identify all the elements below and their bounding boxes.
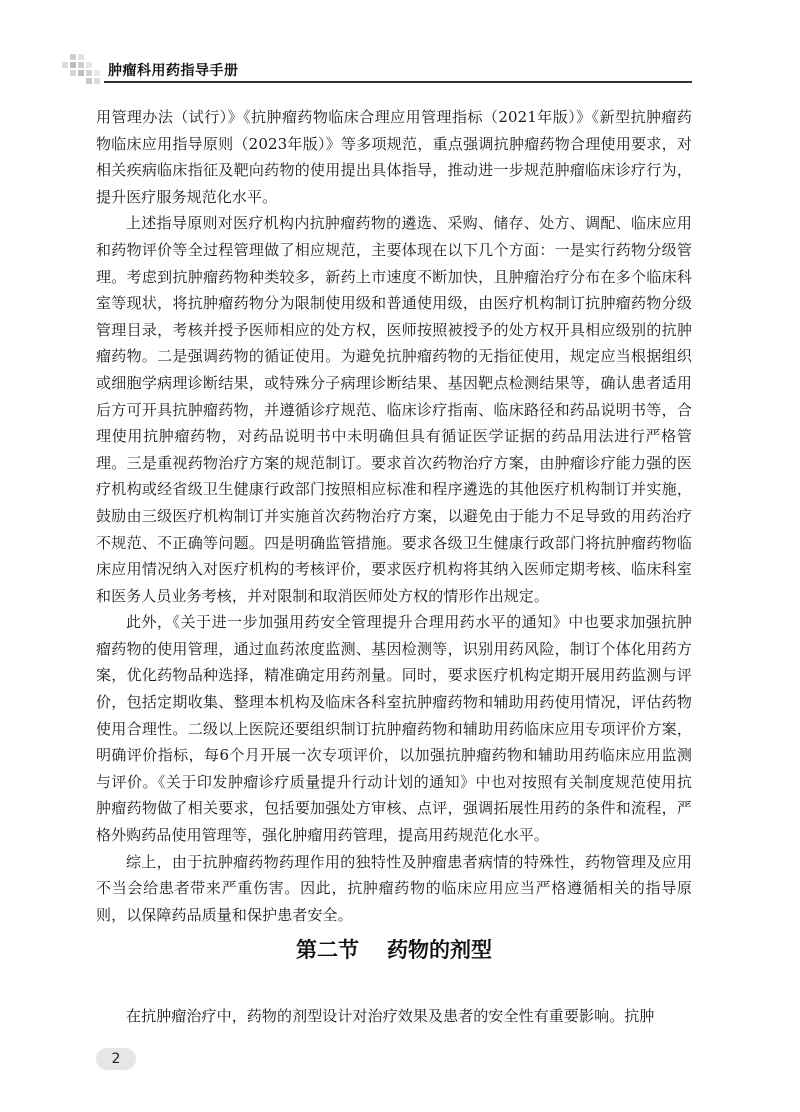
paragraph: 在抗肿瘤治疗中，药物的剂型设计对治疗效果及患者的安全性有重要影响。抗肿 bbox=[126, 1007, 655, 1025]
section-heading bbox=[96, 934, 692, 964]
body-text bbox=[96, 104, 692, 928]
running-header-title: 肿瘤科用药指导手册 bbox=[108, 63, 239, 79]
section-number: 第二节 bbox=[296, 938, 359, 962]
body-text-next bbox=[96, 1003, 692, 1030]
paragraph: 上述指导原则对医疗机构内抗肿瘤药物的遴选、采购、储存、处方、调配、临床应用和药物评价等全过程管理做了相应规范，主要体现在以下几个方面：一是实行药物分级管理。考虑到抗肿瘤药物种类较多，新药上市速度不断加快，且肿瘤治疗分布在多个临床科室等现状，将抗肿瘤药物分为限制使用级和普通使用级，由医疗机构制订抗肿瘤药物分级管理目录，考核并授予医师相应的处方权，医师按照被授予的处方权开具相应级别的抗肿瘤药物。二是强调药物的循证使用。为避免抗肿瘤药物的无指征使用，规定应当根据组织或细胞学病理诊断结果，或特殊分子病理诊断结果、基因靶点检测结果等，确认患者适用后方可开具抗肿瘤药物，并遵循诊疗规范、临床诊疗指南、临床路径和药品说明书等，合理使用抗肿瘤药物，对药品说明书中未明确但具有循证医学证据的药品用法进行严格管理。三是重视药物治疗方案的规范制订。要求首次药物治疗方案，由肿瘤诊疗能力强的医疗机构或经省级卫生健康行政部门按照相应标准和程序遴选的其他医疗机构制订并实施，鼓励由三级医疗机构制订并实施首次药物治疗方案，以避免由于能力不足导致的用药治疗不规范、不正确等问题。四是明确监管措施。要求各级卫生健康行政部门将抗肿瘤药物临床应用情况纳入对医疗机构的考核评价，要求医疗机构将其纳入医师定期考核、临床科室和医务人员业务考核，并对限制和取消医师处方权的情形作出规定。 bbox=[96, 214, 692, 605]
section-title: 药物的剂型 bbox=[387, 938, 492, 962]
header-decoration-icon bbox=[60, 52, 104, 86]
paragraph: 此外，《关于进一步加强用药安全管理提升合理用药水平的通知》中也要求加强抗肿瘤药物的使用管理，通过血药浓度监测、基因检测等，识别用药风险，制订个体化用药方案，优化药物品种选择，精准确定用药剂量。同时，要求医疗机构定期开展用药监测与评价，包括定期收集、整理本机构及临床各科室抗肿瘤药物和辅助用药使用情况，评估药物使用合理性。二级以上医院还要组织制订抗肿瘤药物和辅助用药临床应用专项评价方案，明确评价指标，每6个月开展一次专项评价，以加强抗肿瘤药物和辅助用药临床应用监测与评价。《关于印发肿瘤诊疗质量提升行动计划的通知》中也对按照有关制度规范使用抗肿瘤药物做了相关要求，包括要加强处方审核、点评，强调拓展性用药的条件和流程，严格外购药品使用管理等，强化肿瘤用药管理，提高用药规范化水平。 bbox=[96, 613, 692, 845]
header-divider bbox=[104, 81, 692, 83]
paragraph: 综上，由于抗肿瘤药物药理作用的独特性及肿瘤患者病情的特殊性，药物管理及应用不当会给患者带来严重伤害。因此，抗肿瘤药物的临床应用应当严格遵循相关的指导原则，以保障药品质量和保护患者安全。 bbox=[96, 852, 692, 924]
page-number: 2 bbox=[96, 1048, 136, 1070]
paragraph-continuation: 用管理办法（试行）》《抗肿瘤药物临床合理应用管理指标（2021年版）》《新型抗肿瘤药物临床应用指导原则（2023年版）》等多项规范，重点强调抗肿瘤药物合理使用要求，对相关疾病临床指征及靶向药物的使用提出具体指导，推动进一步规范肿瘤临床诊疗行为，提升医疗服务规范化水平。 bbox=[96, 108, 692, 206]
